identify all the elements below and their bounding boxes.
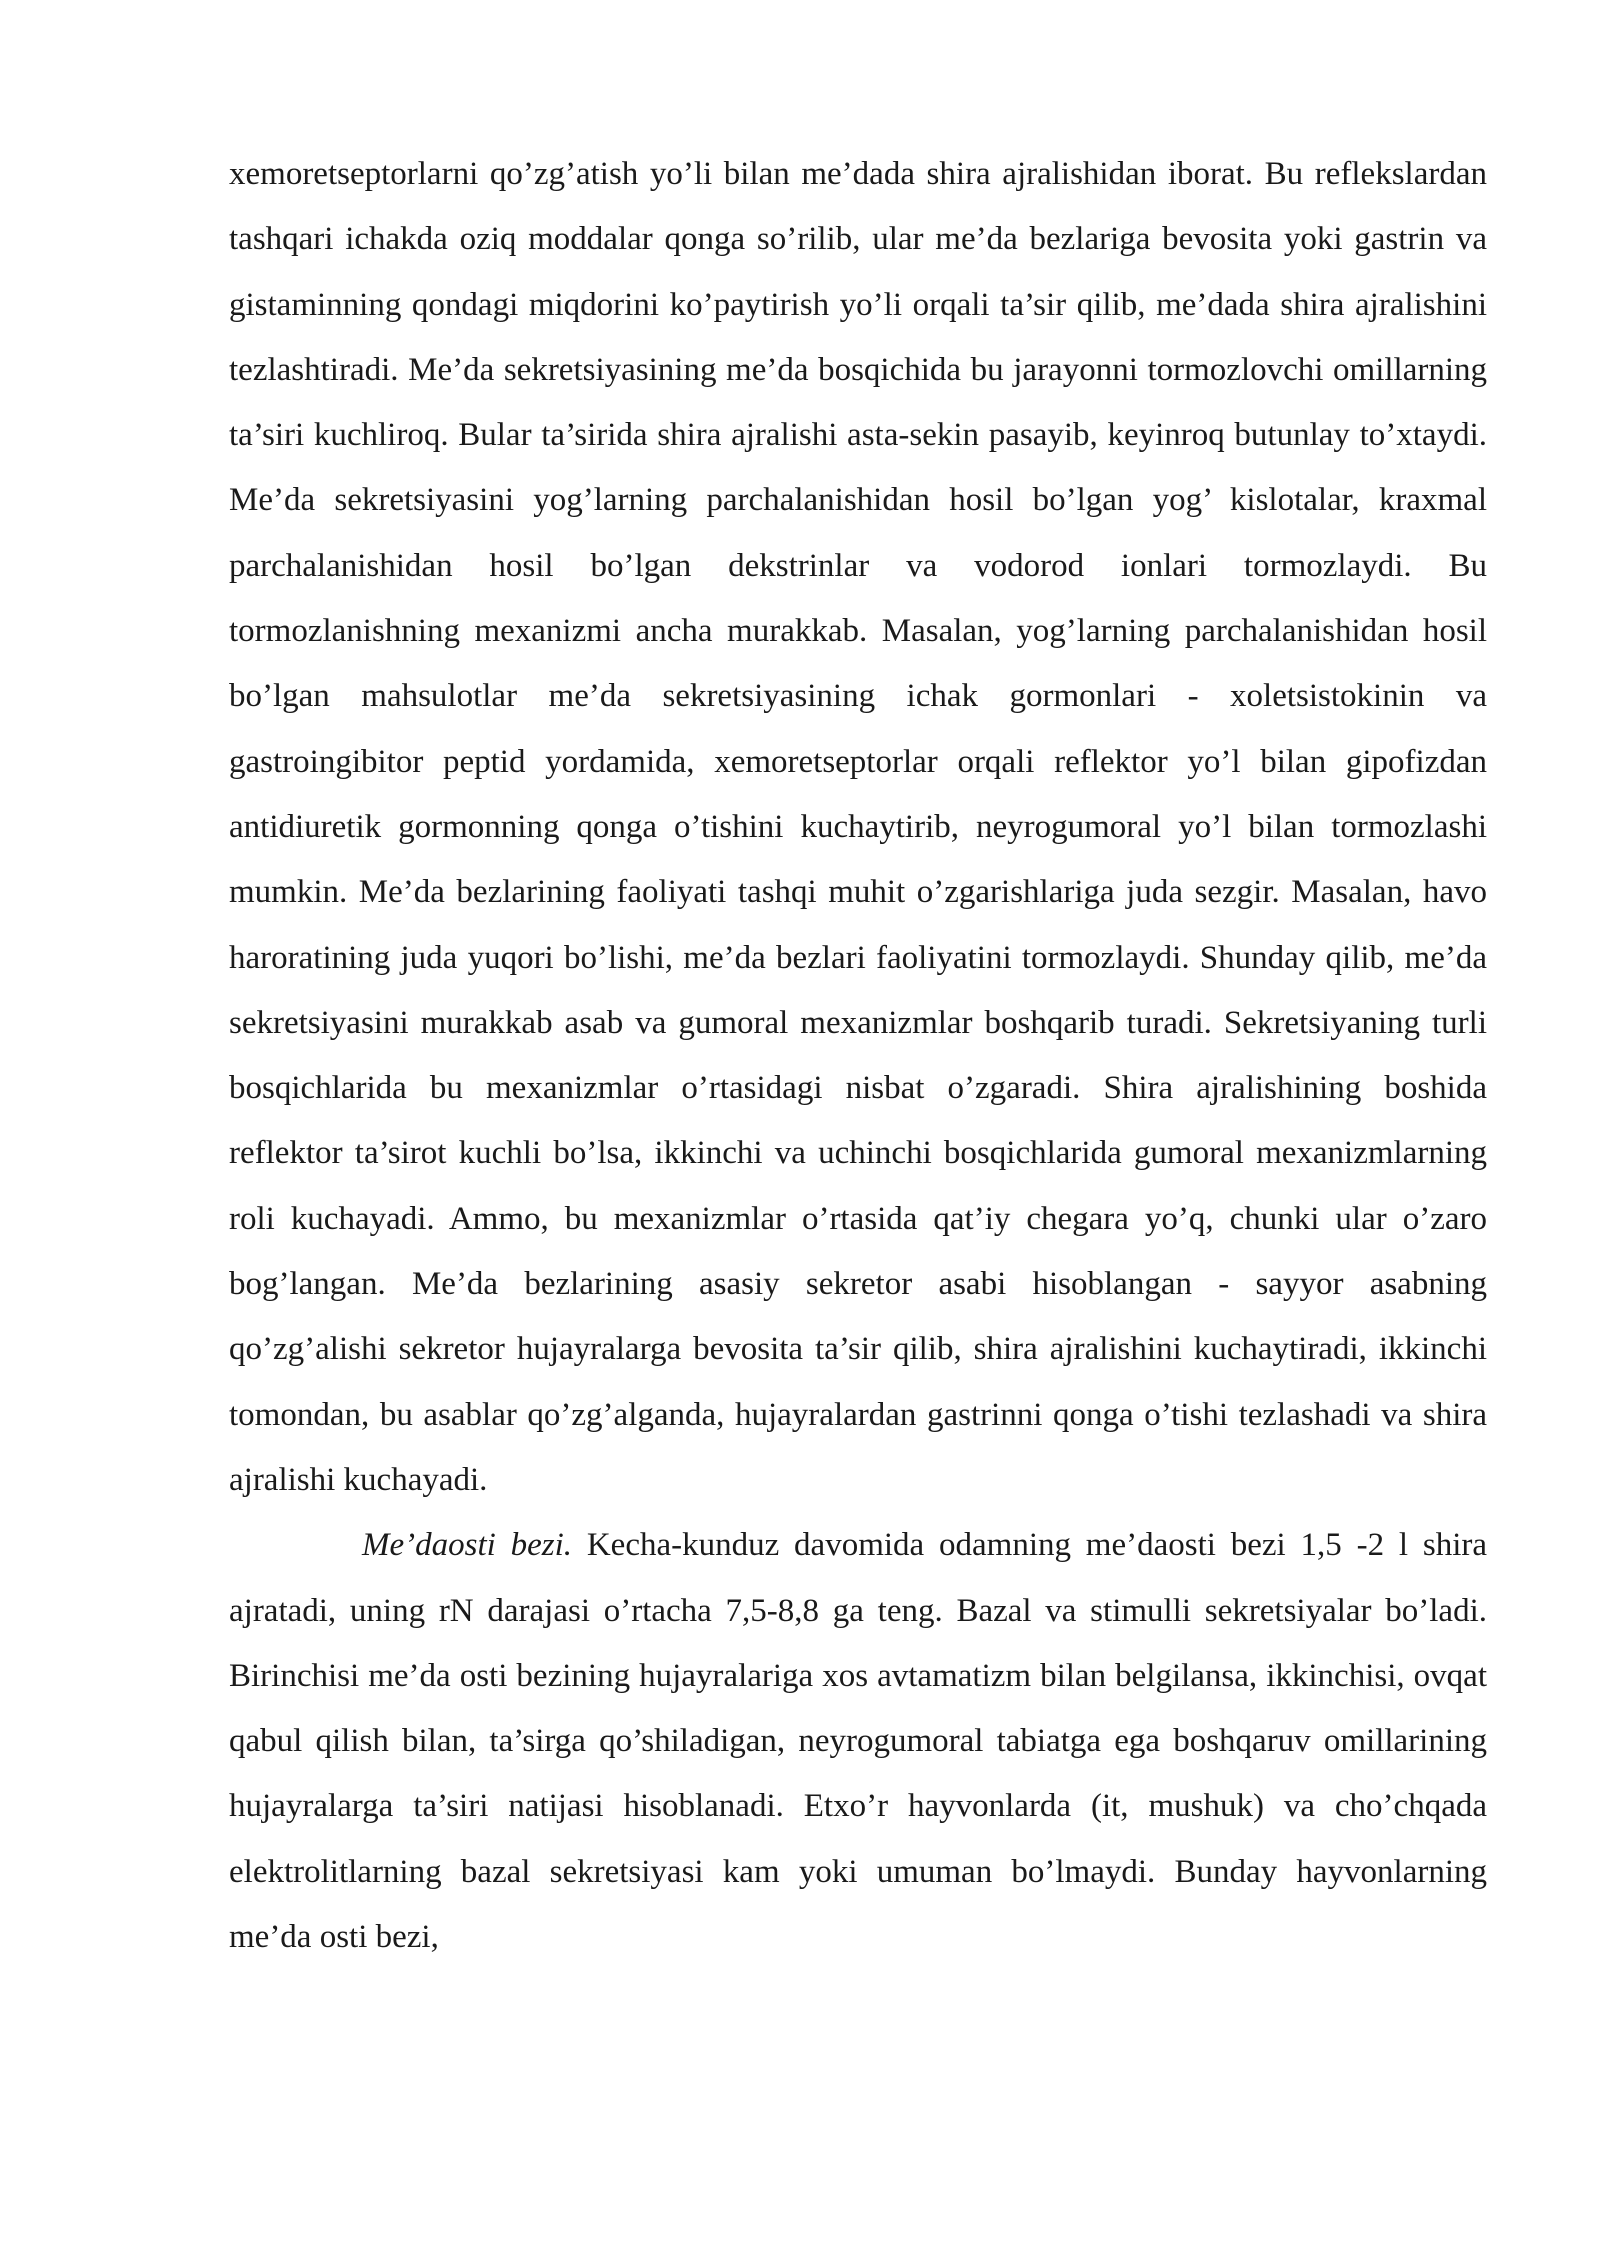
document-page bbox=[229, 142, 1487, 1970]
paragraph-gastric-secretion bbox=[229, 142, 1487, 1513]
paragraph-text: Kecha-kunduz davomida odamning me’daosti bezi 1,5 -2 l shira ajratadi, uning rN darajasi o’rtacha 7,5-8,8 ga teng. Bazal va stimulli sekretsiyalar bo’ladi. Birinchisi me’da osti bezining hujayralariga xos avtamatizm bilan belgilansa, ikkinchisi, ovqat qabul qilish bilan, ta’sirga qo’shiladigan, neyrogumoral tabiatga ega boshqaruv omillarining hujayralarga ta’siri natijasi hisoblanadi. Etxo’r hayvonlarda (it, mushuk) va cho’chqada elektrolitlarning bazal sekretsiyasi kam yoki umuman bo’lmaydi. Bunday hayvonlarning me’da osti bezi, bbox=[229, 1527, 1488, 1956]
section-heading-italic: Me’daosti bezi. bbox=[362, 1527, 573, 1564]
paragraph-pancreas bbox=[229, 1513, 1487, 1970]
paragraph-text: xemoretseptorlarni qo’zg’atish yo’li bilan me’dada shira ajralishidan iborat. Bu reflekslardan tashqari ichakda oziq moddalar qonga so’rilib, ular me’da bezlariga bevosita yoki gastrin va gistaminning qondagi miqdorini ko’paytirish yo’li orqali ta’sir qilib, me’dada shira ajralishini tezlashtiradi. Me’da sekretsiyasining me’da bosqichida bu jarayonni tormozlovchi omillarning ta’siri kuchliroq. Bular ta’sirida shira ajralishi asta-sekin pasayib, keyinroq butunlay to’xtaydi. Me’da sekretsiyasini yog’larning parchalanishidan hosil bo’lgan yog’ kislotalar, kraxmal parchalanishidan hosil bo’lgan dekstrinlar va vodorod ionlari tormozlaydi. Bu tormozlanishning mexanizmi ancha murakkab. Masalan, yog’larning parchalanishidan hosil bo’lgan mahsulotlar me’da sekretsiyasining ichak gormonlari - xoletsistokinin va gastroingibitor peptid yordamida, xemoretseptorlar orqali reflektor yo’l bilan gipofizdan antidiuretik gormonning qonga o’tishini kuchaytirib, neyrogumoral yo’l bilan tormozlashi mumkin. Me’da bezlarining faoliyati tashqi muhit o’zgarishlariga juda sezgir. Masalan, havo haroratining juda yuqori bo’lishi, me’da bezlari faoliyatini tormozlaydi. Shunday qilib, me’da sekretsiyasini murakkab asab va gumoral mexanizmlar boshqarib turadi. Sekretsiyaning turli bosqichlarida bu mexanizmlar o’rtasidagi nisbat o’zgaradi. Shira ajralishining boshida reflektor ta’sirot kuchli bo’lsa, ikkinchi va uchinchi bosqichlarida gumoral mexanizmlarning roli kuchayadi. Ammo, bu mexanizmlar o’rtasida qat’iy chegara yo’q, chunki ular o’zaro bog’langan. Me’da bezlarining asasiy sekretor asabi hisoblangan - sayyor asabning qo’zg’alishi sekretor hujayralarga bevosita ta’sir qilib, shira ajralishini kuchaytiradi, ikkinchi tomondan, bu asablar qo’zg’alganda, hujayralardan gastrinni qonga o’tishi tezlashadi va shira ajralishi kuchayadi. bbox=[229, 156, 1487, 1498]
